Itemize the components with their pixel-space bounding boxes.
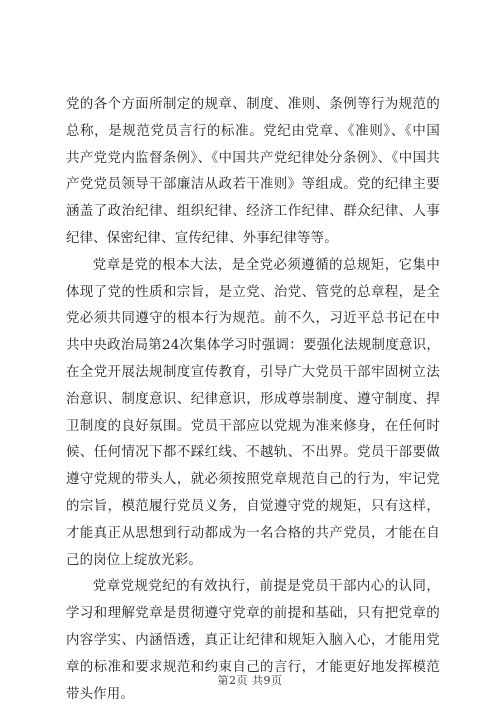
paragraph-3: 党章党规党纪的有效执行，前提是党员干部内心的认同，学习和理解党章是贯彻遵守党章的前提和基础，只有把党章的内容学实、内涵悟透，真正让纪律和规矩入脑入心，才能用党章的标准和要求规范和约束自己的言行，才能更好地发挥模范带头作用。 [66, 579, 440, 702]
paragraph-1: 党的各个方面所制定的规章、制度、准则、条例等行为规范的总称，是规范党员言行的标准。党纪由党章、《准则》、《中国共产党党内监督条例》、《中国共产党纪律处分条例》、《中国共产党党员领导干部廉洁从政若干准则》等组成。党的纪律主要涵盖了政治纪律、组织纪律、经济工作纪律、群众纪律、人事纪律、保密纪律、宣传纪律、外事纪律等等。 [66, 97, 440, 246]
paragraph-2: 党章是党的根本大法，是全党必须遵循的总规矩，它集中体现了党的性质和宗旨，是立党、治党、管党的总章程，是全党必须共同遵守的根本行为规范。前不久，习近平总书记在中共中央政治局第24次集体学习时强调：要强化法规制度意识，在全党开展法规制度宣传教育，引导广大党员干部牢固树立法治意识、制度意识、纪律意识，形成尊崇制度、遵守制度、捍卫制度的良好氛围。党员干部应以党规为准来修身，在任何时候、任何情况下都不踩红线、不越轨、不出界。党员干部要做遵守党规的带头人，就必须按照党章规范自己的行为，牢记党的宗旨，模范履行党员义务，自觉遵守党的规矩，只有这样，才能真正从思想到行动都成为一名合格的共产党员，才能在自己的岗位上绽放光彩。 [66, 257, 440, 568]
document-body [66, 92, 440, 708]
page-number-footer: 第2页 共9页 [217, 674, 283, 687]
